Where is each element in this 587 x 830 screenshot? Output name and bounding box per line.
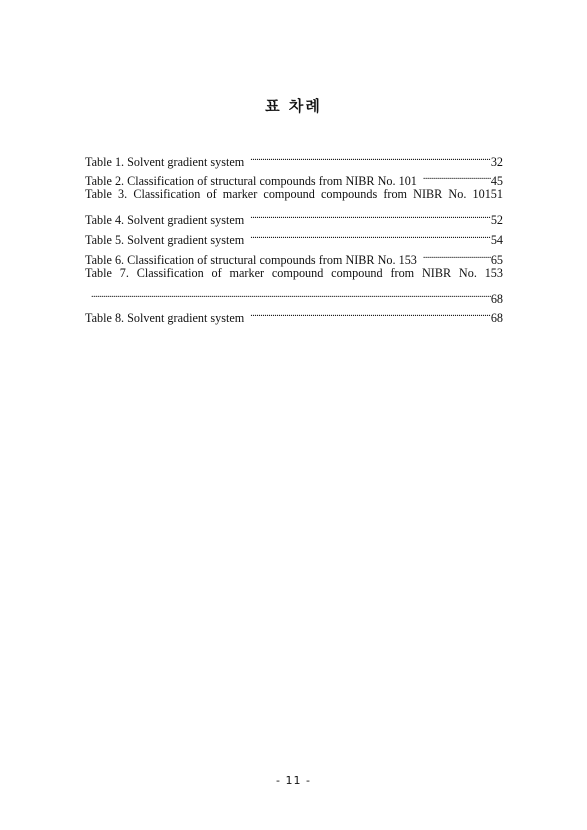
- toc-entry-label: Table 5. Solvent gradient system: [85, 232, 245, 247]
- leader-dots: [250, 303, 491, 323]
- toc-entry-table-3[interactable]: [85, 185, 503, 205]
- toc-entry-table-8[interactable]: [85, 303, 503, 326]
- leader-dots: [250, 146, 491, 166]
- toc-entry-label: Table 4. Solvent gradient system: [85, 213, 245, 228]
- leader-dots: [250, 205, 491, 225]
- leader-dots: [250, 224, 491, 244]
- leader-dots: [423, 244, 491, 264]
- toc-entry-label: Table 3. Classification of marker compound compounds from NIBR No. 10151: [85, 187, 503, 202]
- leader-dots: [91, 283, 491, 303]
- page-title: 표 차례: [265, 97, 322, 115]
- toc-entry-page: 52: [490, 213, 503, 228]
- toc-entry-page: 45: [490, 174, 503, 189]
- toc-entry-page: 65: [490, 252, 503, 267]
- toc-entry-page: 68: [490, 291, 503, 306]
- toc-entry-table-7[interactable]: [85, 264, 503, 284]
- leader-dots: [423, 166, 491, 186]
- toc-entry-label: Table 7. Classification of marker compound compound from NIBR No. 153: [85, 265, 503, 280]
- toc-entry-label: Table 2. Classification of structural compounds from NIBR No. 101: [85, 174, 417, 189]
- toc-entry-label: Table 6. Classification of structural compounds from NIBR No. 153: [85, 252, 417, 267]
- toc-entry-label: Table 8. Solvent gradient system: [85, 311, 245, 326]
- toc-entry-page: 32: [490, 154, 503, 169]
- toc-entry-page: 54: [490, 232, 503, 247]
- toc-entry-table-4[interactable]: [85, 205, 503, 228]
- toc-entry-label: Table 1. Solvent gradient system: [85, 154, 245, 169]
- table-of-contents: [85, 146, 503, 326]
- page-number: - 11 -: [276, 774, 311, 787]
- toc-entry-table-7-continued[interactable]: [85, 283, 503, 306]
- toc-entry-page: 68: [490, 311, 503, 326]
- toc-entry-table-1[interactable]: [85, 146, 503, 169]
